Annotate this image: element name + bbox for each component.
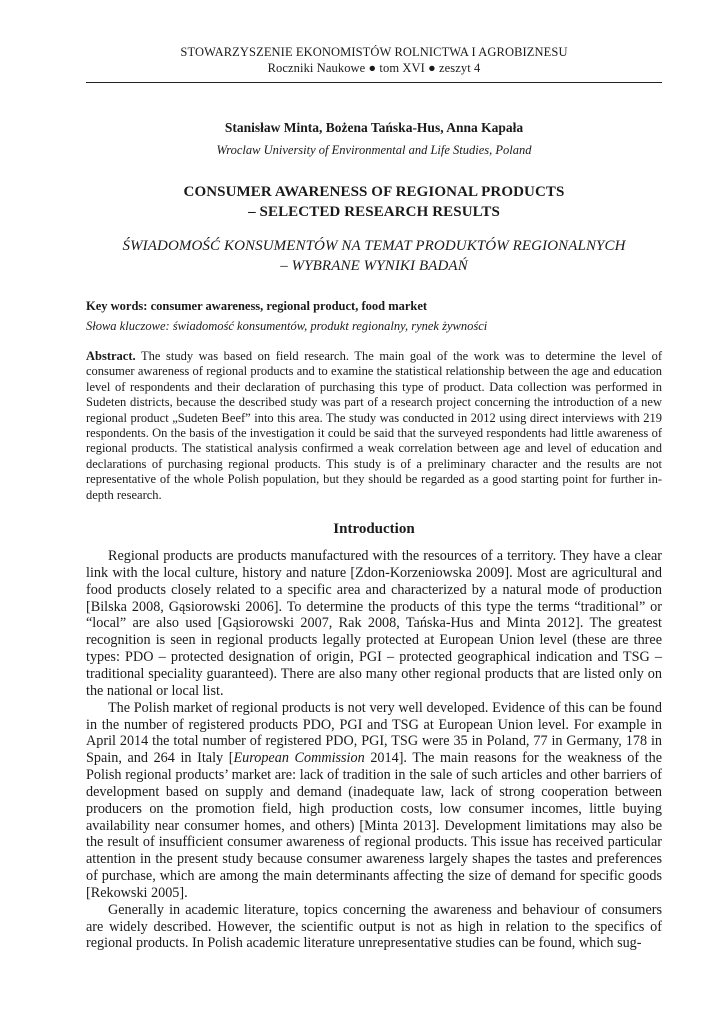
title-polish-line1: ŚWIADOMOŚĆ KONSUMENTÓW NA TEMAT PRODUKTÓW REGIONALNYCH — [122, 238, 626, 254]
abstract-text: The study was based on field research. The main goal of the work was to determine the level of consumer awareness of regional products and to examine the statistical relationship between the age and education level of respondents and their declaration of purchasing this type of product. Data collection was performed in Sudeten districts, because the described study was part of a research project concerning the introduction of a new regional product „Sudeten Beef” into this area. The study was conducted in 2012 using direct interviews with 219 respondents. On the basis of the investigation it could be said that the surveyed respondents had little awareness of regional products. The statistical analysis confirmed a weak correlation between age and level of education and declarations of purchasing regional products. This study is of a preliminary character and the results are not representative of the whole Polish population, but they should be regarded as a good starting point for further in-depth research. — [86, 349, 662, 502]
abstract-label: Abstract. — [86, 349, 136, 363]
section-heading-introduction: Introduction — [333, 521, 415, 538]
paragraph-2-part-b: 2014]. The main reasons for the weakness of the Polish regional products’ market are: lack of tradition in the sale of such articles and other barriers of development based on supply and demand (inadequate law, lack of strong cooperation between producers on the promotion field, high production costs, low consumer incomes, little buying availability near consumer homes, and others) [Minta 2013]. Development limitations may also be the result of insufficient consumer awareness of regional products. This issue has received particular attention in the present study because consumer awareness largely shapes the tastes and preferences of purchase, which are among the main determinants affecting the size of demand for specific goods [Rekowski 2005]. — [86, 750, 663, 901]
journal-volume: Roczniki Naukowe ● tom XVI ● zeszyt 4 — [267, 61, 481, 75]
keywords-english: Key words: consumer awareness, regional product, food market — [86, 299, 428, 313]
journal-association: STOWARZYSZENIE EKONOMISTÓW ROLNICTWA I AGROBIZNESU — [180, 45, 568, 59]
abstract — [86, 349, 662, 503]
keywords-polish: Słowa kluczowe: świadomość konsumentów, produkt regionalny, rynek żywności — [86, 319, 488, 333]
header-rule — [86, 82, 662, 83]
paper-page — [86, 44, 662, 952]
title-english-line2: – SELECTED RESEARCH RESULTS — [248, 204, 500, 220]
paragraph-2-citation: European Commission — [233, 750, 365, 767]
authors: Stanisław Minta, Bożena Tańska-Hus, Anna Kapała — [224, 120, 524, 135]
affiliation: Wroclaw University of Environmental and Life Studies, Poland — [216, 143, 532, 157]
paragraph-2-part-a: The Polish market of regional products is not very well developed. Evidence of this can be found in the number of registered products PDO, PGI and TSG at European Union level. For example in April 2014 the total number of registered PDO, PGI, TSG were 35 in Poland, 77 in Germany, 178 in Spain, and 264 in Italy [ — [86, 699, 662, 767]
paragraph-1: Regional products are products manufactured with the resources of a territory. They have a clear link with the local culture, history and nature [Zdon-Korzeniowska 2009]. Most are agricultural and food products closely related to a specific area and characterized by a natural mode of production [Bilska 2008, Gąsiorowski 2006]. To determine the products of this type the terms “traditional” or “local” are also used [Gąsiorowski 2007, Rak 2008, Tańska-Hus and Minta 2012]. The greatest recognition is seen in regional products legally protected at European Union level (these are three types: PDO – protected designation of origin, PGI – protected geographical indication and TSG – traditional speciality guaranteed). There are also many other regional products that are listed only on the national or local list. — [86, 548, 662, 699]
title-polish — [86, 236, 662, 276]
title-english — [86, 182, 662, 222]
title-english-line1: CONSUMER AWARENESS OF REGIONAL PRODUCTS — [183, 184, 565, 200]
title-polish-line2: – WYBRANE WYNIKI BADAŃ — [280, 258, 468, 274]
paragraph-3: Generally in academic literature, topics concerning the awareness and behaviour of consumers are widely described. However, the scientific output is not as high in relation to the specifics of regional products. In Polish academic literature unrepresentative studies can be found, which sug- — [86, 901, 662, 952]
journal-header — [86, 44, 662, 76]
paragraph-2 — [86, 700, 662, 902]
